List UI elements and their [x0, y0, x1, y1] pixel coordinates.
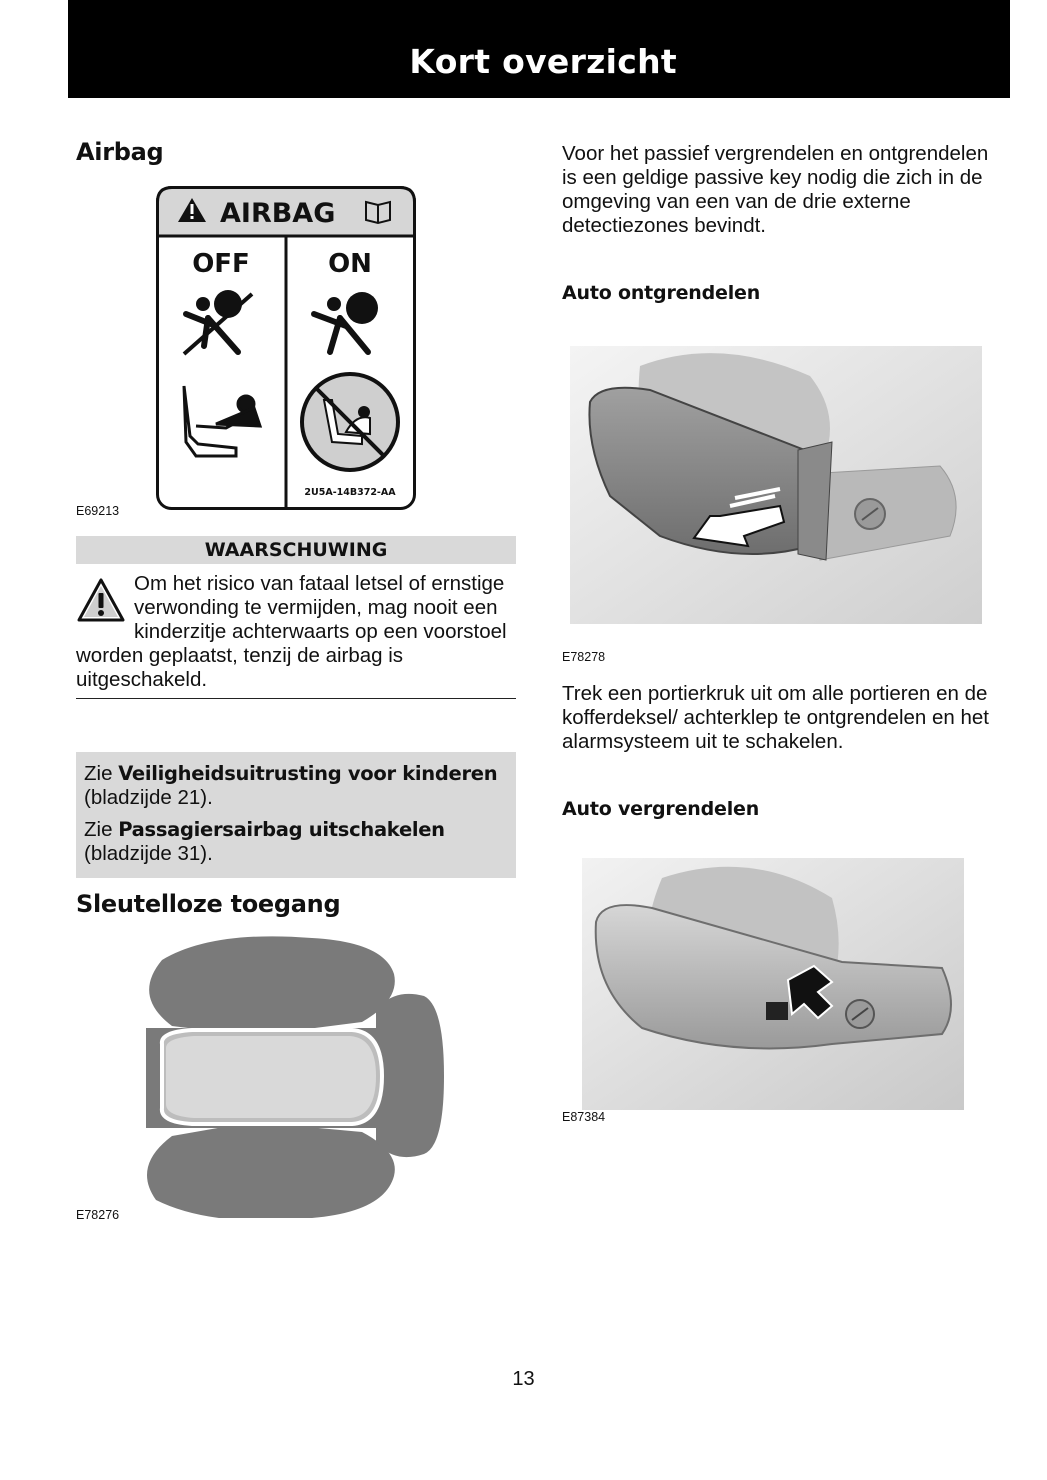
zones-figure-code: E78276: [76, 1208, 120, 1222]
door-handle-lock-illustration: [582, 858, 964, 1110]
airbag-on-label: ON: [328, 249, 372, 279]
lock-figure-code: E87384: [562, 1110, 606, 1124]
door-handle-unlock-illustration: [570, 346, 982, 624]
page-header: [68, 0, 1010, 98]
airbag-label-part-number: 2U5A-14B372-AA: [304, 487, 396, 498]
warning-text: Om het risico van fataal letsel of ernstige verwonding te vermijden, mag nooit een kinderzitje achterwaarts op een voorstoel worden geplaatst, tenzij de airbag is uitgeschakeld.: [76, 572, 507, 691]
airbag-label-heading: AIRBAG: [220, 198, 336, 229]
passive-key-intro: Voor het passief vergrendelen en ontgrendelen is een geldige passive key nodig die zich in de omgeving van een van de drie externe detectiezones bevindt.: [562, 142, 989, 237]
unlock-section-title: Auto ontgrendelen: [562, 282, 761, 304]
airbag-warning-label: [156, 186, 416, 510]
unlock-instructions: Trek een portierkruk uit om alle portieren en de kofferdeksel/ achterklep te ontgrendelen en het alarmsysteem uit te schakelen.: [562, 682, 989, 753]
link-passenger-airbag[interactable]: Passagiersairbag uitschakelen: [118, 818, 445, 841]
detection-zones-diagram: [132, 936, 452, 1218]
page-title: Kort overzicht: [409, 42, 677, 81]
airbag-off-label: OFF: [192, 249, 250, 279]
warning-icon: [76, 576, 126, 626]
keyless-section-title: Sleutelloze toegang: [76, 890, 341, 918]
reference-note: [76, 752, 516, 878]
airbag-figure-code: E69213: [76, 504, 120, 518]
lock-section-title: Auto vergrendelen: [562, 798, 760, 820]
reference-passenger-airbag: Zie Passagiersairbag uitschakelen (bladzijde 31).: [84, 818, 445, 865]
no-rear-facing-child-seat-icon: [302, 374, 398, 470]
warning-box: [76, 572, 516, 699]
unlock-figure-code: E78278: [562, 650, 606, 664]
page-number: 13: [512, 1368, 535, 1390]
left-column: [76, 138, 516, 1222]
lock-sensor-area: [766, 1002, 788, 1020]
car-top-view: [162, 1030, 382, 1124]
warning-heading: WAARSCHUWING: [76, 536, 516, 564]
reference-child-safety: Zie Veiligheidsuitrusting voor kinderen (bladzijde 21).: [84, 762, 498, 809]
airbag-section-title: Airbag: [76, 138, 164, 166]
link-child-safety[interactable]: Veiligheidsuitrusting voor kinderen: [118, 762, 498, 785]
